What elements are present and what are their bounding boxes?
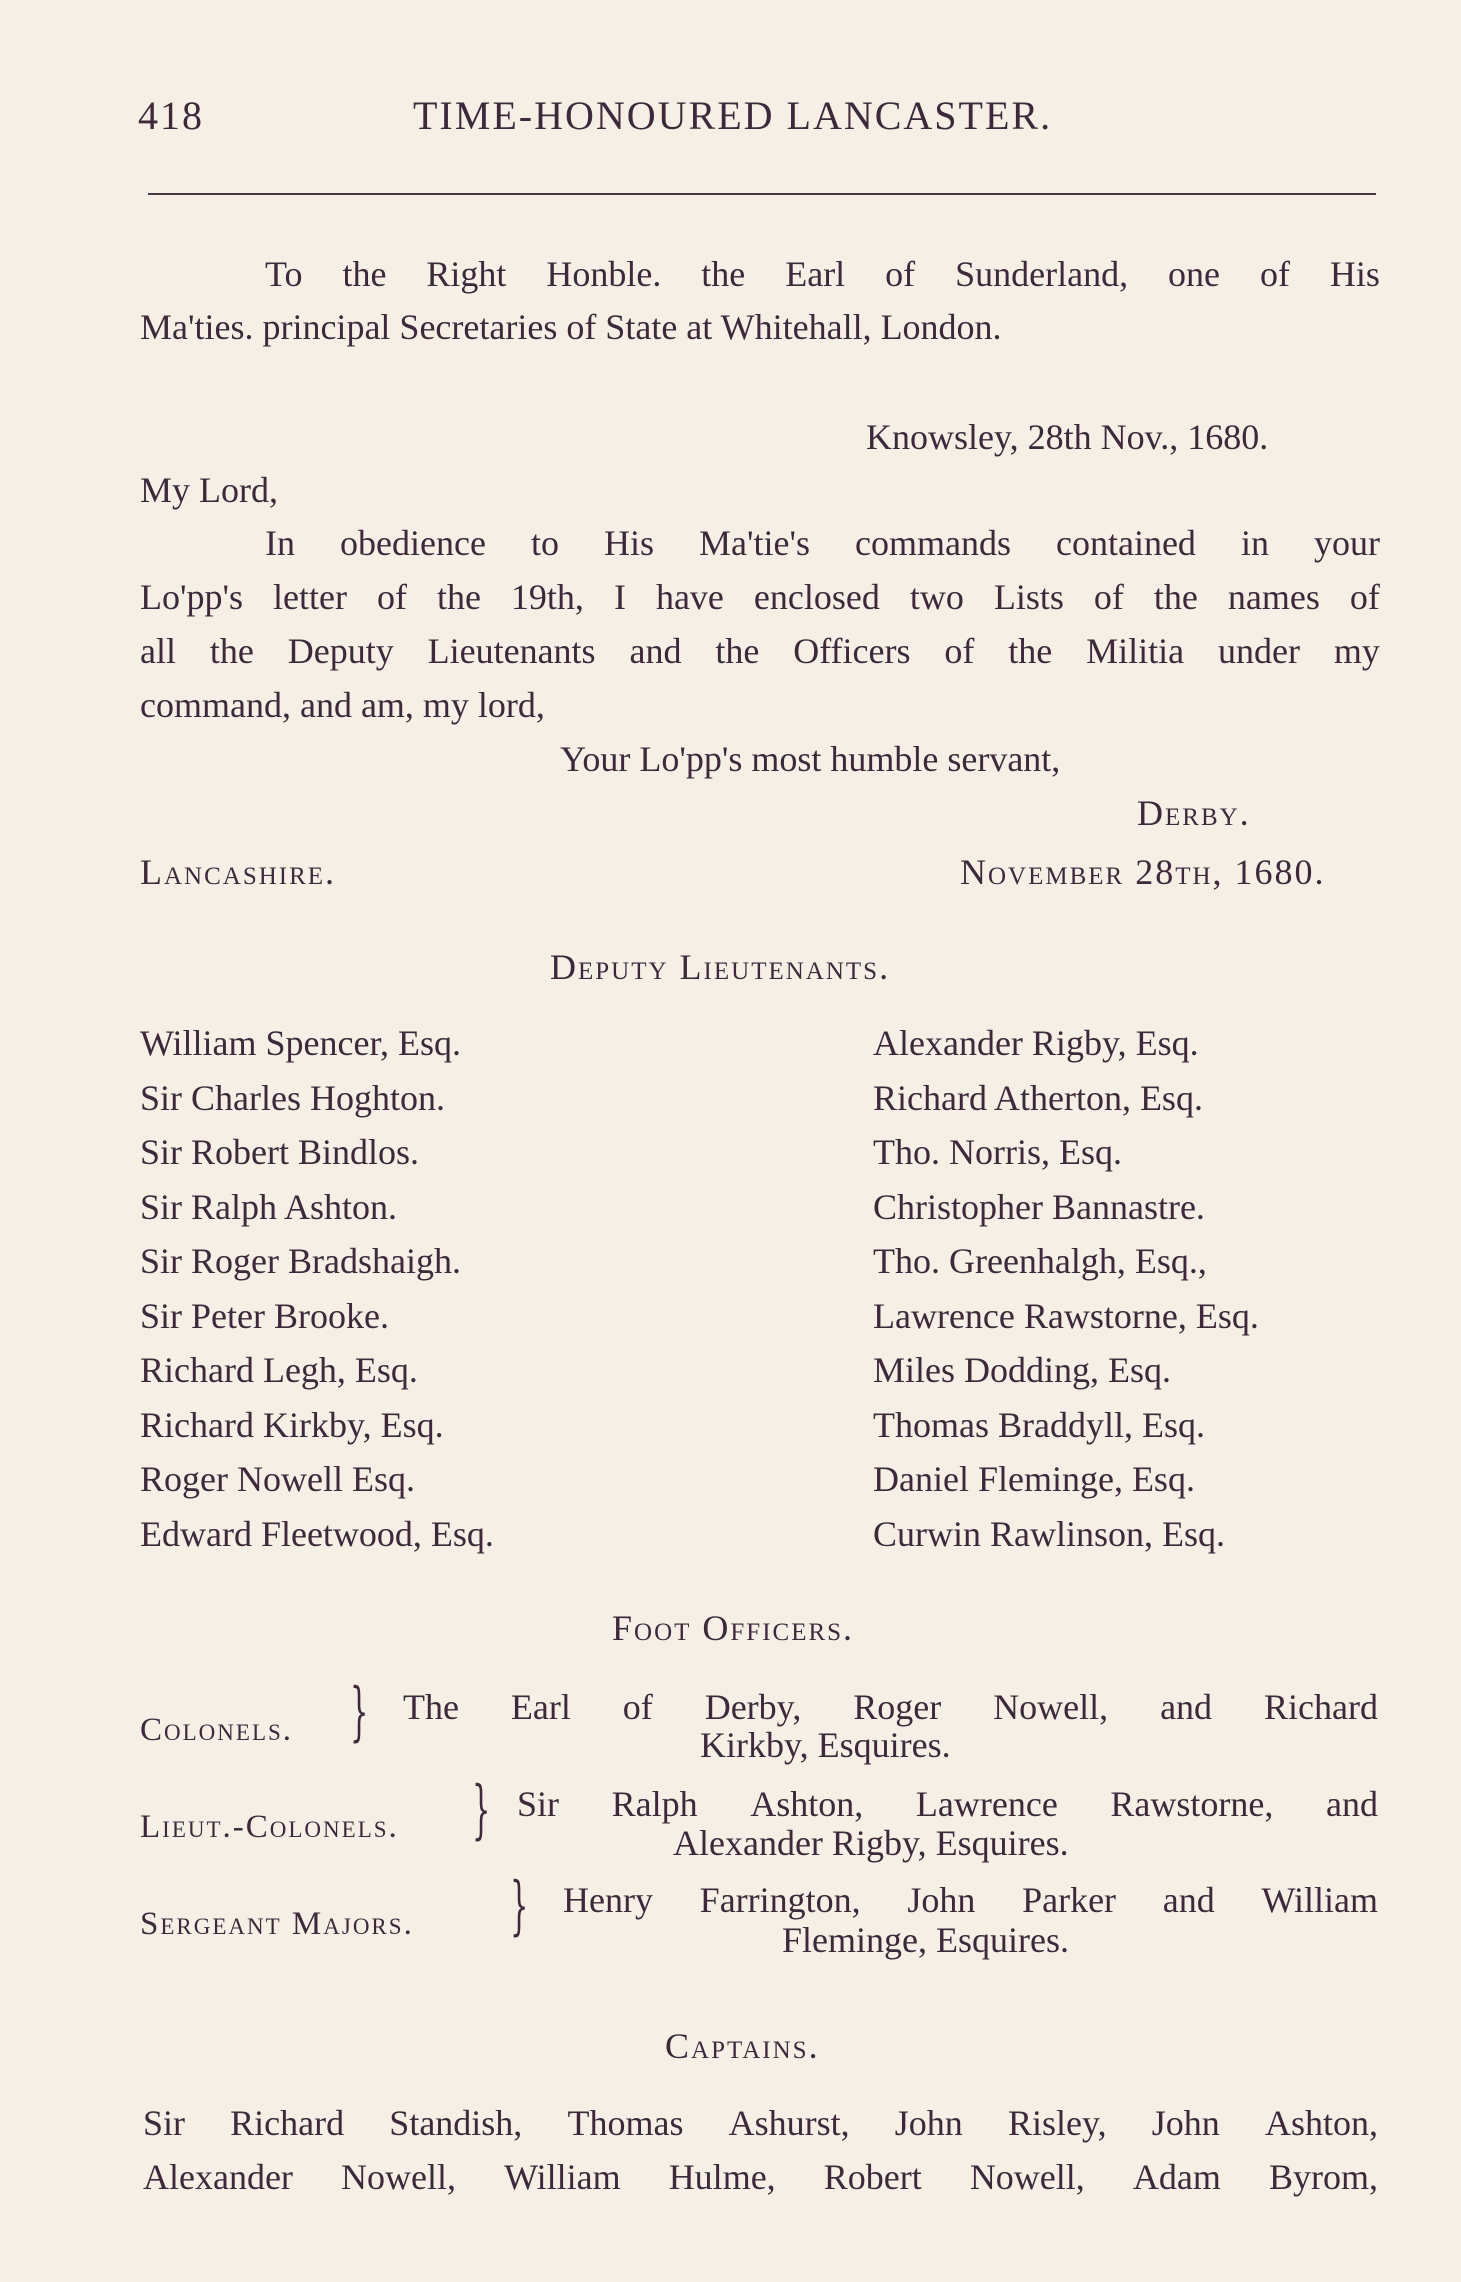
word: John [894, 2103, 963, 2143]
word: of [1259, 254, 1290, 294]
word: of [1093, 577, 1124, 617]
closing: Your Lo'pp's most humble servant, [560, 739, 1061, 779]
word: one [1168, 254, 1220, 294]
word: and [1160, 1687, 1213, 1727]
word: enclosed [753, 577, 880, 617]
word: Richard [230, 2103, 345, 2143]
word: Lists [993, 577, 1064, 617]
word: two [909, 577, 964, 617]
word: Lieutenants [427, 631, 596, 671]
word: Sunderland, [955, 254, 1129, 294]
word: Risley, [1007, 2103, 1107, 2143]
word: Nowell, [341, 2157, 456, 2197]
word: I [613, 577, 626, 617]
rank-sergeant-majors: Sergeant Majors. [140, 1906, 414, 1942]
word: Standish, [389, 2103, 523, 2143]
word: Sir [143, 2103, 186, 2143]
place-date: Knowsley, 28th Nov., 1680. [866, 417, 1269, 457]
captains-line-2 [143, 2150, 1378, 2204]
word: Ma'tie's [699, 523, 810, 563]
list-item: William Spencer, Esq. [140, 1023, 462, 1063]
word: the [436, 577, 481, 617]
word: 19th, [510, 577, 584, 617]
word: of [376, 577, 407, 617]
brace-icon: } [350, 1675, 369, 1749]
letter-line-3 [140, 624, 1380, 678]
word: your [1313, 523, 1380, 563]
word: my [1333, 631, 1380, 671]
word: have [655, 577, 724, 617]
word: contained [1055, 523, 1196, 563]
word: and [1326, 1784, 1378, 1824]
word: Byrom, [1268, 2157, 1378, 2197]
word: Henry [563, 1880, 653, 1920]
word: The [403, 1687, 459, 1727]
word: the [1153, 577, 1198, 617]
list-item: Alexander Rigby, Esq. [873, 1023, 1199, 1063]
rank-colonels: Colonels. [140, 1712, 294, 1748]
address-line-2: Ma'ties. principal Secretaries of State at Whitehall, London. [140, 307, 1002, 347]
running-title: TIME-HONOURED LANCASTER. [413, 93, 1053, 138]
word: of [885, 254, 916, 294]
word: of [944, 631, 975, 671]
colonels-line-2: Kirkby, Esquires. [700, 1725, 951, 1765]
word: to [530, 523, 559, 563]
sergeant-majors-line-2: Fleminge, Esquires. [782, 1920, 1069, 1960]
word: John [1151, 2103, 1220, 2143]
word: His [603, 523, 654, 563]
word: Roger [853, 1687, 942, 1727]
word: Lo'pp's [140, 577, 243, 617]
word: commands [854, 523, 1011, 563]
foot-officers-heading: Foot Officers. [612, 1608, 855, 1648]
word: Ashton, [1264, 2103, 1378, 2143]
word: Nowell, [969, 2157, 1085, 2197]
header-rule [148, 193, 1376, 195]
word: Honble. [546, 254, 662, 294]
brace-icon: } [472, 1773, 491, 1847]
address-line-1 [265, 247, 1380, 301]
word: obedience [340, 523, 486, 563]
word: Earl [510, 1687, 571, 1727]
word: Thomas [567, 2103, 684, 2143]
list-item: Richard Kirkby, Esq. [140, 1404, 444, 1445]
word: Ashton, [750, 1784, 864, 1824]
word: in [1240, 523, 1269, 563]
word: Ralph [611, 1784, 698, 1824]
county-label: Lancashire. [140, 852, 337, 892]
lieut-colonels-line-2: Alexander Rigby, Esquires. [673, 1823, 1069, 1863]
list-item: Richard Legh, Esq. [140, 1350, 418, 1390]
list-date: November 28th, 1680. [960, 852, 1326, 892]
word: John [907, 1880, 976, 1920]
deputy-lieutenants-heading: Deputy Lieutenants. [550, 947, 891, 987]
word: Militia [1086, 631, 1185, 671]
list-item: Sir Ralph Ashton. [140, 1186, 398, 1227]
word: William [1261, 1880, 1378, 1920]
word: Richard [1263, 1687, 1378, 1727]
word: William [504, 2157, 621, 2197]
list-item: Tho. Norris, Esq. [873, 1132, 1122, 1172]
word: and [1162, 1880, 1215, 1920]
word: Nowell, [993, 1687, 1109, 1727]
salutation: My Lord, [140, 470, 278, 510]
word: Rawstorne, [1110, 1784, 1274, 1824]
word: His [1329, 254, 1380, 294]
list-item: Richard Atherton, Esq. [873, 1077, 1203, 1118]
brace-icon: } [510, 1869, 529, 1943]
word: under [1218, 631, 1301, 671]
list-item: Curwin Rawlinson, Esq. [873, 1513, 1226, 1554]
captains-heading: Captains. [665, 2026, 820, 2066]
word: In [265, 523, 295, 563]
word: Derby, [704, 1687, 802, 1727]
word: Parker [1022, 1880, 1117, 1920]
word: the [209, 631, 254, 671]
page-number: 418 [138, 93, 204, 138]
word: and [629, 631, 682, 671]
rank-lieut-colonels: Lieut.-Colonels. [140, 1809, 399, 1845]
word: all [140, 631, 176, 671]
list-item: Miles Dodding, Esq. [873, 1350, 1172, 1390]
word: the [715, 631, 760, 671]
letter-line-4: command, and am, my lord, [140, 685, 545, 725]
word: the [701, 254, 746, 294]
word: the [1008, 631, 1053, 671]
list-item: Sir Roger Bradshaigh. [140, 1241, 461, 1281]
word: of [1349, 577, 1380, 617]
list-item: Sir Charles Hoghton. [140, 1077, 445, 1118]
word: the [342, 254, 387, 294]
captains-line-1 [143, 2096, 1378, 2150]
list-item: Tho. Greenhalgh, Esq., [873, 1241, 1207, 1281]
list-item: Thomas Braddyll, Esq. [873, 1404, 1205, 1445]
word: Adam [1132, 2157, 1221, 2197]
deputy-list-left [140, 1016, 494, 1561]
list-item: Lawrence Rawstorne, Esq. [873, 1295, 1259, 1336]
word: Earl [785, 254, 846, 294]
list-item: Sir Peter Brooke. [140, 1295, 389, 1336]
signature: Derby. [1137, 793, 1251, 833]
word: Officers [793, 631, 911, 671]
word: Farrington, [699, 1880, 861, 1920]
list-item: Edward Fleetwood, Esq. [140, 1513, 494, 1554]
word: Lawrence [915, 1784, 1058, 1824]
word: To [265, 254, 303, 294]
word: Ashurst, [728, 2103, 850, 2143]
letter-line-1 [265, 516, 1380, 570]
word: Sir [517, 1784, 560, 1824]
word: Hulme, [668, 2157, 776, 2197]
letter-line-2 [140, 570, 1380, 624]
word: letter [272, 577, 347, 617]
word: of [622, 1687, 653, 1727]
list-item: Sir Robert Bindlos. [140, 1132, 420, 1172]
deputy-list-right [873, 1016, 1259, 1561]
word: names [1227, 577, 1320, 617]
list-item: Roger Nowell Esq. [140, 1459, 415, 1499]
word: Deputy [287, 631, 394, 671]
word: Robert [823, 2157, 922, 2197]
word: Right [426, 254, 507, 294]
list-item: Daniel Fleminge, Esq. [873, 1459, 1195, 1499]
word: Alexander [143, 2157, 293, 2197]
list-item: Christopher Bannastre. [873, 1186, 1205, 1227]
